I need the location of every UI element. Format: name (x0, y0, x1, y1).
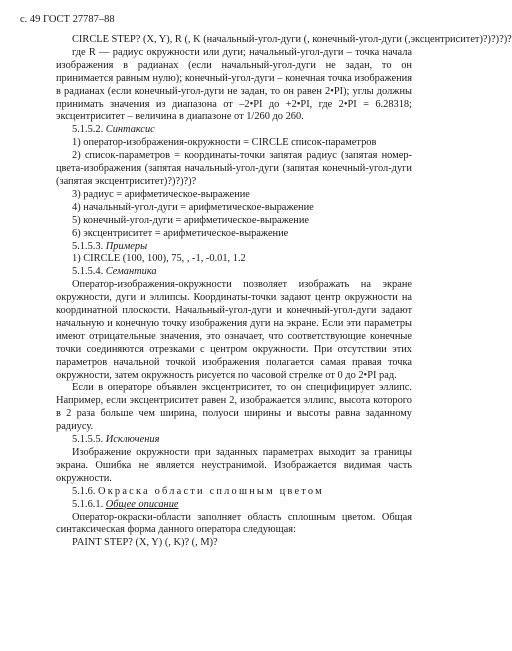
paragraph: 2) список-параметров = координаты-точки запятая радиус (запятая номер-цвета-изображения (запятая начальный-угол-дуги (запятая конечный-угол-дуги (запятая эксцентриситет)?)?)?)? (56, 150, 412, 187)
paragraph: где R — радиус окружности или дуги; начальный-угол-дуги – точка начала изображения в радианах (если начальный-угол-дуги не задан, то он принимается равным нулю); конечный-угол-дуги – конечная точка изображения в радианах (если конечный-угол-дуги не задан, то он равен 2•PI); углы должны принимать значения из диапазона от –2•PI до +2•PI, где 2•PI = 6.28318; эксцентриситет – величина в диапазоне от 1/260 до 260. (56, 46, 412, 123)
page-header: с. 49 ГОСТ 27787–88 (20, 14, 115, 25)
text-line: 5.1.5.3. Примеры (72, 240, 148, 252)
paragraph: Оператор-окраски-области заполняет область сплошным цветом. Общая синтаксическая форма данного оператора следующая: (56, 511, 412, 536)
paragraph: Если в операторе объявлен эксцентриситет, то он специфицирует эллипс. Например, если эксцентриситет равен 2, изображается эллипс, высота которого в 2 раза больше чем ширина, полуоси ширины и высоты равна заданному радиусу. (56, 382, 412, 433)
document-body (56, 34, 512, 550)
paragraph: 1) оператор-изображения-окружности = CIRCLE список-параметров (72, 137, 377, 149)
text-line: PAINT STEP? (X, Y) (, K)? (, M)? (72, 537, 218, 549)
text-line: 3) радиус = арифметическое-выражение (72, 188, 250, 200)
text-line: 5.1.6. Окраска области сплошным цветом (72, 485, 324, 497)
text-line: 5.1.5.4. Семантика (72, 266, 157, 278)
text-line: 5) конечный-угол-дуги = арифметическое-выражение (72, 214, 310, 226)
text-line: CIRCLE STEP? (X, Y), R (, K (начальный-угол-дуги (, конечный-угол-дуги (,эксцентриситет)?)?)?)? (72, 34, 512, 45)
text-line: 5.1.5.5. Исключения (72, 434, 160, 446)
paragraph: Оператор-изображения-окружности позволяет изображать на экране окружности, дуги и эллипсы. Координаты-точки задают центр окружности на координатной плоскости. Начальный-угол-дуги и конечный-угол-дуги задают начальную и конечную точку изображения дуги на экране. Если эти параметры имеют отрицательные значения, это означает, что соответствующие конечные точки соединяются отрезками с центром окружности. При отсутствии этих параметров начальной точкой изображения полагается самая правая точка окружности, затем окружность рисуется по часовой стрелке от 0 до 2•PI рад. (56, 279, 412, 381)
paragraph: Изображение окружности при заданных параметрах выходит за границы экрана. Ошибка не является неустранимой. Изображается видимая часть окружности. (56, 447, 412, 484)
text-line: 5.1.5.2. Синтаксис (72, 124, 155, 136)
text-line: 6) эксцентриситет = арифметическое-выражение (72, 227, 289, 239)
text-line: 4) начальный-угол-дуги = арифметическое-выражение (72, 201, 314, 213)
text-line: 1) CIRCLE (100, 100), 75, , -1, -0.01, 1.2 (72, 253, 246, 265)
text-line: 5.1.6.1. Общее описание (72, 498, 179, 510)
